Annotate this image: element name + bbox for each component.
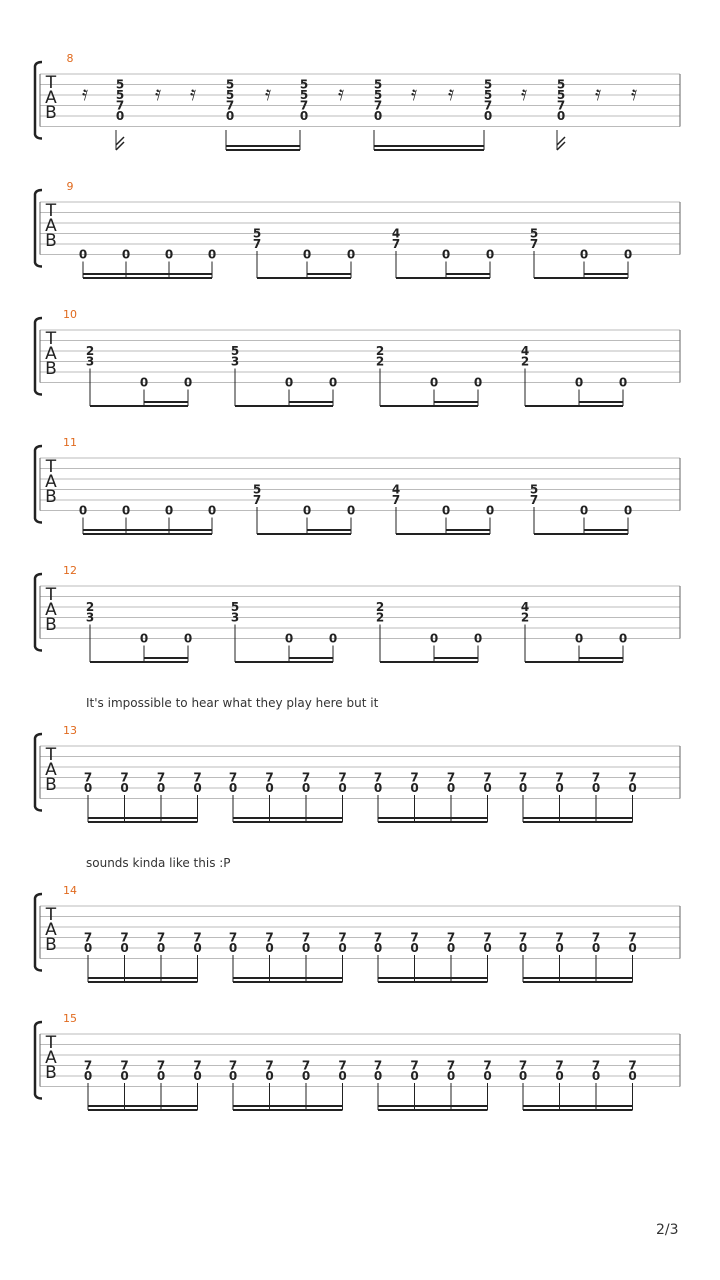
fret-number: 5	[230, 600, 240, 614]
fret-number: 0	[579, 503, 589, 518]
measure-number: 14	[63, 884, 77, 897]
fret-number: 0	[373, 941, 383, 955]
measure-number: 10	[63, 308, 77, 321]
note-flag	[116, 137, 124, 150]
fret-number: 0	[156, 781, 166, 795]
fret-number: 7	[555, 930, 564, 945]
fret-number: 0	[429, 375, 439, 390]
note-flag	[557, 137, 565, 150]
system-bracket	[35, 1022, 42, 1099]
fret-number: 0	[228, 1069, 238, 1083]
fret-number: 0	[225, 109, 235, 123]
rest-symbol: 𝄿	[520, 81, 528, 105]
fret-number: 7	[483, 930, 492, 945]
fret-number: 0	[207, 247, 217, 262]
fret-number: 2	[520, 610, 530, 625]
fret-number: 0	[555, 1069, 564, 1083]
fret-number: 0	[473, 631, 483, 646]
fret-number: 7	[193, 1058, 202, 1073]
annotation-before-13: It's impossible to hear what they play here but it	[86, 696, 379, 710]
fret-number: 0	[193, 941, 202, 955]
fret-number: 2	[520, 354, 530, 369]
rest-symbol: 𝄿	[264, 81, 272, 105]
fret-number: 4	[520, 600, 530, 614]
fret-number: 3	[85, 354, 95, 369]
tab-clef-letter: A	[45, 88, 57, 108]
tab-clef-letter: T	[45, 745, 57, 765]
tab-clef-letter: T	[45, 201, 57, 221]
fret-number: 0	[410, 781, 419, 795]
staff-system	[35, 1012, 680, 1110]
fret-number: 7	[338, 770, 347, 785]
tab-clef-letter: T	[45, 329, 57, 349]
fret-number: 7	[83, 770, 93, 785]
fret-number: 5	[299, 77, 309, 92]
fret-number: 0	[628, 941, 637, 955]
fret-number: 7	[156, 770, 166, 785]
fret-number: 7	[156, 1058, 166, 1073]
tab-clef-letter: A	[45, 472, 57, 492]
fret-number: 0	[265, 1069, 274, 1083]
fret-number: 0	[591, 941, 601, 955]
staff-system	[35, 884, 680, 982]
measure-number: 15	[63, 1012, 77, 1025]
fret-number: 0	[83, 941, 93, 955]
tab-clef-letter: T	[45, 457, 57, 477]
system-bracket	[35, 62, 42, 139]
fret-number: 0	[483, 109, 493, 123]
measure-number: 9	[66, 180, 74, 193]
fret-number: 0	[628, 781, 637, 795]
fret-number: 0	[299, 109, 309, 123]
fret-number: 0	[83, 1069, 93, 1083]
staff-system	[35, 564, 680, 662]
fret-number: 0	[518, 1069, 528, 1083]
fret-number: 0	[623, 503, 633, 518]
fret-number: 7	[628, 930, 637, 945]
fret-number: 0	[183, 631, 193, 646]
fret-number: 7	[591, 930, 601, 945]
fret-number: 7	[555, 770, 564, 785]
fret-number: 2	[375, 600, 385, 614]
fret-number: 7	[446, 770, 456, 785]
fret-number: 7	[373, 770, 383, 785]
system-bracket	[35, 446, 42, 523]
fret-number: 3	[230, 354, 240, 369]
fret-number: 0	[121, 503, 131, 518]
fret-number: 7	[299, 98, 309, 113]
fret-number: 7	[193, 770, 202, 785]
fret-number: 0	[483, 781, 492, 795]
fret-number: 7	[373, 930, 383, 945]
fret-number: 0	[284, 631, 294, 646]
fret-number: 7	[265, 930, 274, 945]
tab-clef-letter: A	[45, 216, 57, 236]
fret-number: 7	[373, 98, 383, 113]
fret-number: 0	[265, 941, 274, 955]
fret-number: 0	[574, 631, 584, 646]
fret-number: 0	[78, 503, 88, 518]
system-bracket	[35, 574, 42, 651]
fret-number: 0	[139, 631, 149, 646]
fret-number: 4	[391, 482, 401, 497]
fret-number: 0	[156, 1069, 166, 1083]
fret-number: 7	[529, 493, 539, 507]
fret-number: 0	[446, 781, 456, 795]
fret-number: 0	[618, 375, 628, 390]
staff-system	[35, 308, 680, 406]
fret-number: 3	[230, 610, 240, 625]
fret-number: 7	[556, 98, 566, 113]
fret-number: 7	[529, 237, 539, 251]
system-bracket	[35, 190, 42, 267]
fret-number: 2	[375, 610, 385, 625]
fret-number: 7	[120, 770, 129, 785]
fret-number: 0	[446, 1069, 456, 1083]
tab-clef-letter: B	[45, 775, 57, 795]
fret-number: 0	[302, 503, 312, 518]
fret-number: 7	[518, 770, 528, 785]
fret-number: 0	[579, 247, 589, 262]
fret-number: 0	[193, 1069, 202, 1083]
fret-number: 0	[373, 109, 383, 123]
tab-clef-letter: B	[45, 615, 57, 635]
fret-number: 5	[483, 77, 493, 92]
fret-number: 7	[338, 930, 347, 945]
fret-number: 0	[338, 941, 347, 955]
fret-number: 5	[299, 88, 309, 102]
fret-number: 5	[373, 77, 383, 92]
fret-number: 0	[429, 631, 439, 646]
staff-system	[35, 52, 680, 150]
fret-number: 7	[446, 930, 456, 945]
fret-number: 7	[265, 1058, 274, 1073]
fret-number: 2	[85, 344, 95, 358]
staff-system	[35, 180, 680, 278]
fret-number: 7	[228, 1058, 238, 1073]
fret-number: 7	[228, 930, 238, 945]
fret-number: 7	[301, 770, 311, 785]
fret-number: 0	[164, 503, 174, 518]
fret-number: 7	[120, 1058, 129, 1073]
tab-clef-letter: B	[45, 231, 57, 251]
fret-number: 0	[441, 247, 451, 262]
tab-clef-letter: B	[45, 935, 57, 955]
fret-number: 0	[156, 941, 166, 955]
fret-number: 5	[529, 226, 539, 241]
fret-number: 7	[252, 493, 262, 507]
tab-clef-letter: T	[45, 905, 57, 925]
fret-number: 0	[518, 781, 528, 795]
fret-number: 5	[529, 482, 539, 497]
fret-number: 0	[120, 941, 129, 955]
tab-clef-letter: A	[45, 1048, 57, 1068]
measure-number: 8	[66, 52, 74, 65]
fret-number: 0	[446, 941, 456, 955]
fret-number: 0	[328, 375, 338, 390]
fret-number: 7	[628, 1058, 637, 1073]
tab-clef-letter: A	[45, 600, 57, 620]
fret-number: 0	[441, 503, 451, 518]
fret-number: 5	[556, 88, 566, 102]
fret-number: 7	[483, 98, 493, 113]
fret-number: 0	[410, 941, 419, 955]
fret-number: 0	[373, 1069, 383, 1083]
fret-number: 7	[518, 1058, 528, 1073]
rest-symbol: 𝄿	[410, 81, 418, 105]
fret-number: 7	[83, 930, 93, 945]
fret-number: 0	[193, 781, 202, 795]
tab-clef-letter: A	[45, 344, 57, 364]
rest-symbol: 𝄿	[189, 81, 197, 105]
fret-number: 5	[115, 88, 125, 102]
fret-number: 0	[228, 781, 238, 795]
fret-number: 0	[628, 1069, 637, 1083]
fret-number: 5	[230, 344, 240, 358]
fret-number: 0	[228, 941, 238, 955]
tab-clef-letter: T	[45, 585, 57, 605]
fret-number: 7	[483, 770, 492, 785]
staff-system	[35, 436, 680, 534]
fret-number: 0	[483, 941, 492, 955]
fret-number: 0	[284, 375, 294, 390]
fret-number: 0	[302, 247, 312, 262]
fret-number: 0	[346, 503, 356, 518]
fret-number: 7	[555, 1058, 564, 1073]
fret-number: 7	[228, 770, 238, 785]
measure-number: 12	[63, 564, 77, 577]
fret-number: 0	[483, 1069, 492, 1083]
fret-number: 2	[85, 600, 95, 614]
tab-clef-letter: A	[45, 920, 57, 940]
page-number: 2/3	[656, 1222, 679, 1238]
fret-number: 0	[346, 247, 356, 262]
rest-symbol: 𝄿	[154, 81, 162, 105]
fret-number: 0	[115, 109, 125, 123]
fret-number: 4	[391, 226, 401, 241]
fret-number: 0	[410, 1069, 419, 1083]
fret-number: 0	[78, 247, 88, 262]
fret-number: 0	[518, 941, 528, 955]
fret-number: 7	[301, 930, 311, 945]
fret-number: 0	[207, 503, 217, 518]
tab-clef-letter: A	[45, 760, 57, 780]
fret-number: 0	[301, 1069, 311, 1083]
fret-number: 5	[252, 482, 262, 497]
fret-number: 5	[225, 77, 235, 92]
fret-number: 0	[555, 781, 564, 795]
fret-number: 0	[618, 631, 628, 646]
fret-number: 5	[556, 77, 566, 92]
rest-symbol: 𝄿	[630, 81, 638, 105]
fret-number: 7	[591, 770, 601, 785]
fret-number: 0	[265, 781, 274, 795]
fret-number: 7	[518, 930, 528, 945]
staff-system	[35, 724, 680, 822]
system-bracket	[35, 734, 42, 811]
annotation-before-14: sounds kinda like this :P	[86, 856, 231, 870]
fret-number: 0	[591, 781, 601, 795]
fret-number: 7	[265, 770, 274, 785]
fret-number: 7	[483, 1058, 492, 1073]
fret-number: 0	[338, 781, 347, 795]
fret-number: 0	[373, 781, 383, 795]
fret-number: 0	[328, 631, 338, 646]
fret-number: 0	[473, 375, 483, 390]
fret-number: 0	[556, 109, 566, 123]
rest-symbol: 𝄿	[447, 81, 455, 105]
fret-number: 0	[485, 247, 495, 262]
fret-number: 0	[338, 1069, 347, 1083]
tab-clef-letter: T	[45, 1033, 57, 1053]
fret-number: 7	[252, 237, 262, 251]
rest-symbol: 𝄿	[594, 81, 602, 105]
rest-symbol: 𝄿	[81, 81, 89, 105]
fret-number: 7	[410, 1058, 419, 1073]
rest-symbol: 𝄿	[337, 81, 345, 105]
fret-number: 7	[193, 930, 202, 945]
system-bracket	[35, 894, 42, 971]
fret-number: 0	[555, 941, 564, 955]
tab-clef-letter: B	[45, 1063, 57, 1083]
fret-number: 7	[120, 930, 129, 945]
tab-clef-letter: T	[45, 73, 57, 93]
tab-clef-letter: B	[45, 103, 57, 123]
fret-number: 5	[252, 226, 262, 241]
fret-number: 7	[373, 1058, 383, 1073]
fret-number: 0	[83, 781, 93, 795]
fret-number: 7	[225, 98, 235, 113]
fret-number: 0	[164, 247, 174, 262]
fret-number: 0	[301, 781, 311, 795]
fret-number: 7	[391, 493, 401, 507]
fret-number: 0	[485, 503, 495, 518]
fret-number: 0	[120, 1069, 129, 1083]
fret-number: 7	[338, 1058, 347, 1073]
fret-number: 2	[375, 354, 385, 369]
fret-number: 7	[591, 1058, 601, 1073]
fret-number: 0	[574, 375, 584, 390]
fret-number: 4	[520, 344, 530, 358]
fret-number: 5	[115, 77, 125, 92]
fret-number: 0	[120, 781, 129, 795]
fret-number: 7	[391, 237, 401, 251]
fret-number: 7	[446, 1058, 456, 1073]
fret-number: 0	[139, 375, 149, 390]
measure-number: 13	[63, 724, 77, 737]
fret-number: 7	[628, 770, 637, 785]
fret-number: 0	[121, 247, 131, 262]
fret-number: 7	[301, 1058, 311, 1073]
fret-number: 7	[156, 930, 166, 945]
fret-number: 3	[85, 610, 95, 625]
fret-number: 5	[373, 88, 383, 102]
fret-number: 0	[591, 1069, 601, 1083]
tab-clef-letter: B	[45, 359, 57, 379]
measure-number: 11	[63, 436, 77, 449]
fret-number: 0	[183, 375, 193, 390]
fret-number: 7	[83, 1058, 93, 1073]
tab-clef-letter: B	[45, 487, 57, 507]
system-bracket	[35, 318, 42, 395]
fret-number: 7	[410, 770, 419, 785]
fret-number: 7	[115, 98, 125, 113]
fret-number: 0	[301, 941, 311, 955]
fret-number: 5	[483, 88, 493, 102]
fret-number: 0	[623, 247, 633, 262]
fret-number: 2	[375, 344, 385, 358]
fret-number: 5	[225, 88, 235, 102]
fret-number: 7	[410, 930, 419, 945]
